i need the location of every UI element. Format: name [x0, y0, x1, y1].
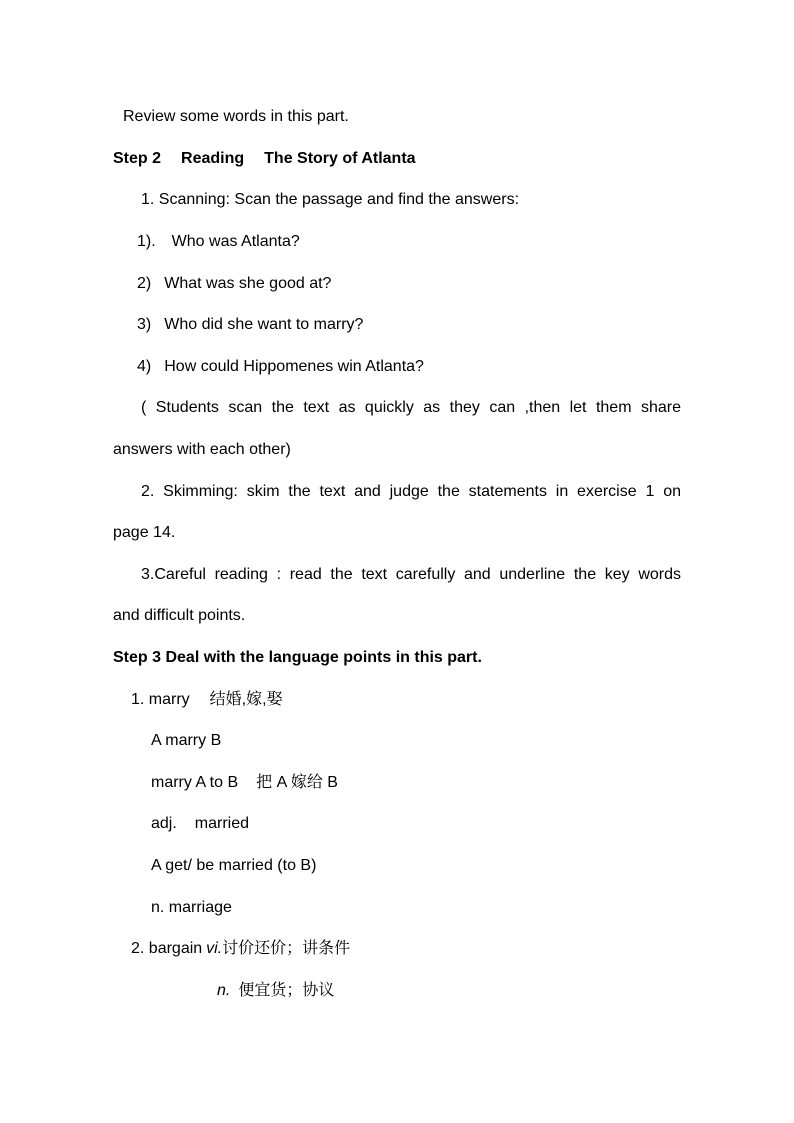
marry-adj — [151, 814, 249, 834]
vocab-marry-head — [131, 690, 283, 710]
question-1 — [137, 232, 300, 252]
question-number: 3) — [137, 316, 152, 333]
usage-chinese: 把 A 嫁给 B — [256, 774, 338, 791]
question-text: How could Hippomenes win Atlanta? — [164, 358, 424, 375]
question-text: What was she good at? — [164, 275, 332, 292]
step3-heading: Step 3 Deal with the language points in this part. — [113, 649, 482, 666]
question-number: 2) — [137, 275, 152, 292]
marry-usage-2 — [151, 773, 338, 793]
usage-english: marry A to B — [151, 774, 239, 791]
question-number: 1). — [137, 233, 156, 250]
part-of-speech: adj. — [151, 815, 177, 832]
skimming-line1: 2. Skimming: skim the text and judge the statements in exercise 1 on — [141, 483, 681, 500]
careful-line1: 3.Careful reading : read the text carefully and underline the key words — [141, 566, 681, 583]
vocab-meaning: 讨价还价；讲条件 — [222, 940, 351, 957]
vocab-meaning: 便宜货；协议 — [238, 982, 335, 999]
vocab-word: 2. bargain — [131, 940, 203, 957]
question-4 — [137, 357, 424, 377]
question-3 — [137, 315, 363, 335]
part-of-speech: n. — [217, 982, 231, 999]
scanning-note-line2: answers with each other) — [113, 441, 291, 458]
vocab-word: 1. marry — [131, 691, 190, 708]
scanning-heading: 1. Scanning: Scan the passage and find the answers: — [141, 191, 520, 208]
bargain-noun — [217, 981, 334, 1001]
intro-text: Review some words in this part. — [123, 108, 349, 125]
scanning-note-line1: ( Students scan the text as quickly as they can ,then let them share — [141, 399, 681, 416]
step2-heading — [113, 149, 416, 169]
question-text: Who did she want to marry? — [164, 316, 364, 333]
part-of-speech: vi. — [206, 940, 223, 957]
marry-usage-1: A marry B — [151, 732, 222, 749]
skimming-line2: page 14. — [113, 524, 176, 541]
adj-word: married — [194, 815, 250, 832]
marry-noun: n. marriage — [151, 899, 232, 916]
vocab-bargain-head — [131, 939, 350, 959]
careful-line2: and difficult points. — [113, 607, 246, 624]
step2-title: The Story of Atlanta — [264, 150, 416, 167]
step2-label: Step 2 — [113, 150, 162, 167]
vocab-meaning: 结婚,嫁,娶 — [209, 691, 283, 708]
question-2 — [137, 274, 331, 294]
marry-usage-3: A get/ be married (to B) — [151, 857, 317, 874]
step2-section: Reading — [181, 150, 245, 167]
question-number: 4) — [137, 358, 152, 375]
question-text: Who was Atlanta? — [171, 233, 300, 250]
